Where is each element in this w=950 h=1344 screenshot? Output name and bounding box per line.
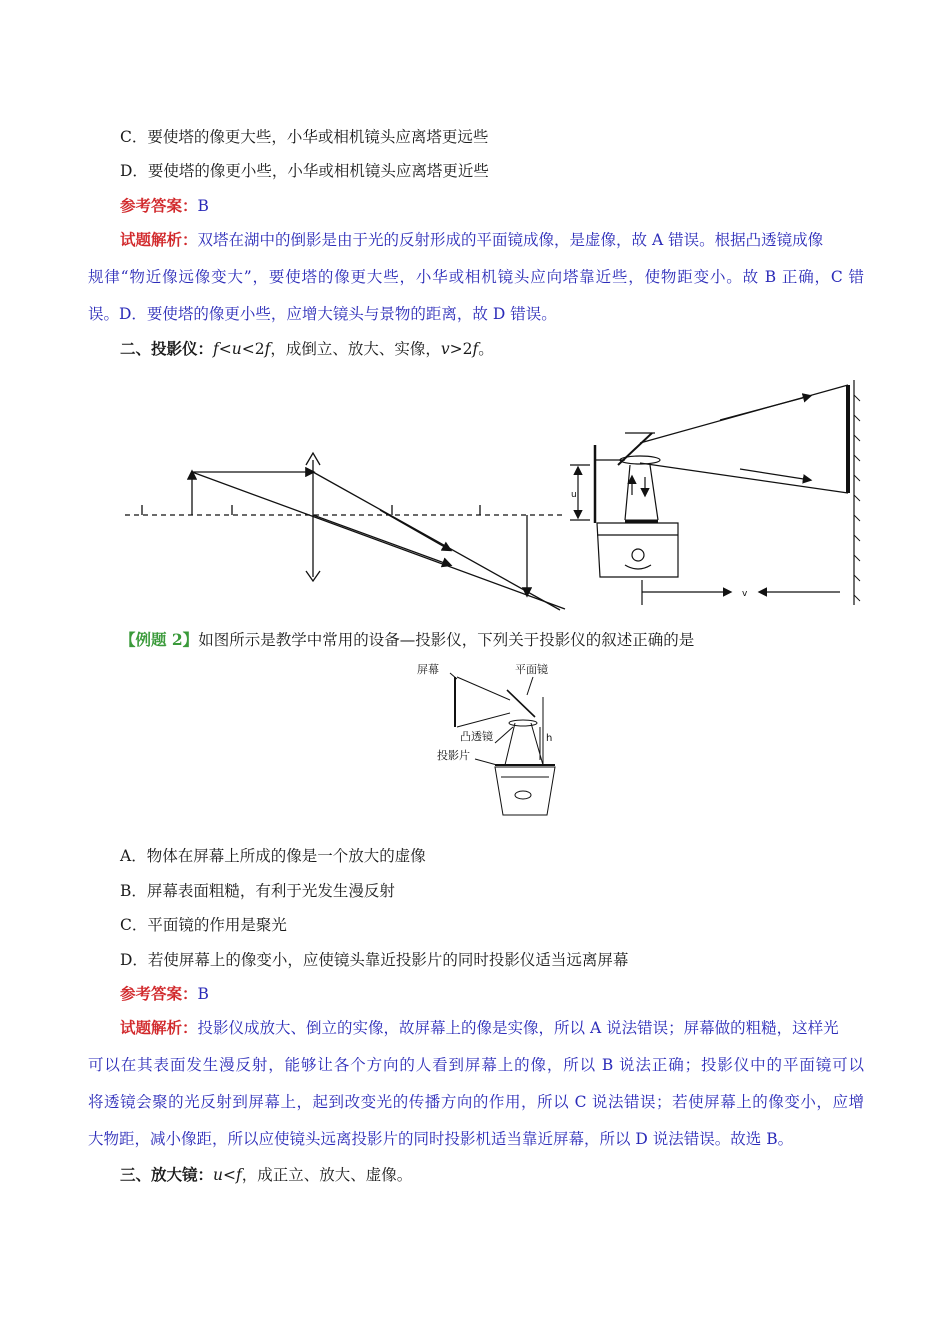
section2-heading: 二、投影仪：f<u<2f，成倒立、放大、实像，v>2f。 bbox=[120, 339, 494, 358]
q1-analysis-line1: 试题解析：双塔在湖中的倒影是由于光的反射形成的平面镜成像，是虚像，故 A 错误。根据凸透镜成像 bbox=[120, 230, 824, 249]
q2-option-c: C．平面镜的作用是聚光 bbox=[120, 916, 287, 934]
projector-diagram bbox=[415, 655, 575, 817]
q1-answer bbox=[120, 195, 209, 217]
q2-option-a: A．物体在屏幕上所成的像是一个放大的虚像 bbox=[120, 847, 426, 865]
q1-analysis-line3: 误。D．要使塔的像更小些，应增大镜头与景物的距离，故 D 错误。 bbox=[88, 305, 557, 323]
q1-option-d: D．要使塔的像更小些，小华或相机镜头应离塔更近些 bbox=[120, 162, 489, 180]
label-v: v bbox=[742, 589, 748, 599]
label-u: u bbox=[571, 490, 577, 500]
lens-ray-diagram bbox=[125, 453, 565, 610]
q2-option-b: B．屏幕表面粗糙，有利于光发生漫反射 bbox=[120, 882, 395, 900]
analysis-label: 试题解析： bbox=[120, 230, 198, 249]
q1-option-c: C．要使塔的像更大些，小华或相机镜头应离塔更远些 bbox=[120, 128, 489, 146]
projector-principle-diagram bbox=[120, 365, 865, 615]
example2-tag: 【例题 2】 bbox=[120, 630, 199, 649]
q2-analysis-line1: 试题解析：投影仪成放大、倒立的实像，故屏幕上的像是实像，所以 A 说法错误；屏幕做的粗糙，这样光 bbox=[120, 1018, 839, 1037]
q2-analysis-line3: 将透镜会聚的光反射到屏幕上，起到改变光的传播方向的作用，所以 C 说法错误；若使屏幕上的像变小，应增 bbox=[88, 1093, 864, 1111]
q2-analysis-line4: 大物距，减小像距，所以应使镜头远离投影片的同时投影机适当靠近屏幕，所以 D 说法错误。故选 B。 bbox=[88, 1130, 794, 1148]
label-mirror: 平面镜 bbox=[515, 663, 548, 676]
label-screen: 屏幕 bbox=[417, 663, 439, 676]
label-lens: 凸透镜 bbox=[460, 730, 493, 743]
label-h: h bbox=[546, 733, 553, 744]
example2-question: 【例题 2】如图所示是教学中常用的设备—投影仪，下列关于投影仪的叙述正确的是 bbox=[120, 630, 695, 649]
q2-answer: 参考答案：B bbox=[120, 984, 209, 1003]
label-slide: 投影片 bbox=[437, 749, 470, 762]
q2-analysis-line2: 可以在其表面发生漫反射，能够让各个方向的人看到屏幕上的像，所以 B 说法正确；投影仪中的平面镜可以 bbox=[88, 1056, 864, 1074]
projector-schematic bbox=[570, 380, 860, 605]
q2-option-d: D．若使屏幕上的像变小，应使镜头靠近投影片的同时投影仪适当远离屏幕 bbox=[120, 951, 629, 969]
q1-analysis-line2: 规律“物近像远像变大”，要使塔的像更大些，小华或相机镜头应向塔靠近些，使物距变小。故 B 正确，C 错 bbox=[88, 268, 864, 286]
answer-label: 参考答案： bbox=[120, 196, 198, 215]
answer-value: B bbox=[197, 197, 209, 215]
section3-heading: 三、放大镜：u<f，成正立、放大、虚像。 bbox=[120, 1165, 413, 1184]
